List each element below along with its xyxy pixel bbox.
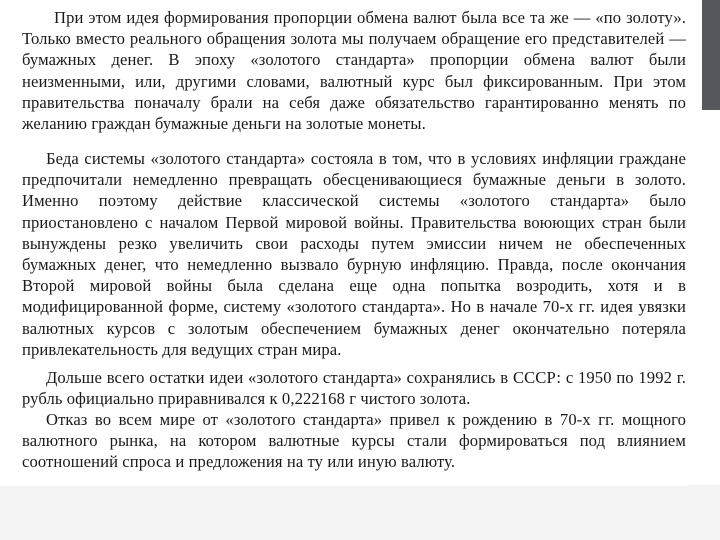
slide-bottom-band <box>0 485 720 540</box>
paragraph-4: Отказ во всем мире от «золотого стандарта» привел к рождению в 70-х гг. мощного валютного рынка, на котором валютные курсы стали формироваться под влиянием соотношений спроса и предложения на ту или иную валюту. <box>22 410 686 472</box>
paragraph-2: Беда системы «золотого стандарта» состояла в том, что в условиях инфляции граждане предпочитали немедленно превращать обесценивающиеся бумажные деньги в золото. Именно поэтому действие классической системы «золотого стандарта» было приостановлено с началом Первой мировой войны. Правительства воюющих стран были вынуждены резко увеличить свои расходы путем эмиссии ничем не обеспеченных бумажных денег, что немедленно вызвало бурную инфляцию. Правда, после окончания Второй мировой войны была сделана еще одна попытка возродить, хотя и в модифицированной форме, систему «золотого стандарта». Но в начале 70-х гг. идея увязки валютных курсов с золотым обеспечением бумажных денег окончательно потеряла привлекательность для ведущих стран мира. <box>22 149 686 359</box>
slide-accent-bar <box>702 0 720 110</box>
paragraph-1: При этом идея формирования пропорции обмена валют была все та же — «по золоту». Только вместо реального обращения золота мы получаем обращение его представителей — бумажных денег. В эпоху «золотого стандарта» пропорции обмена валют были неизменными, или, другими словами, валютный курс был фиксированным. При этом правительства поначалу брали на себя даже обязательство гарантированно менять по желанию граждан бумажные деньги на золотые монеты. <box>22 8 686 134</box>
paragraph-3: Дольше всего остатки идеи «золотого стандарта» сохранялись в СССР: с 1950 по 1992 г. рубль официально приравнивался к 0,222168 г чистого золота. <box>22 368 686 409</box>
